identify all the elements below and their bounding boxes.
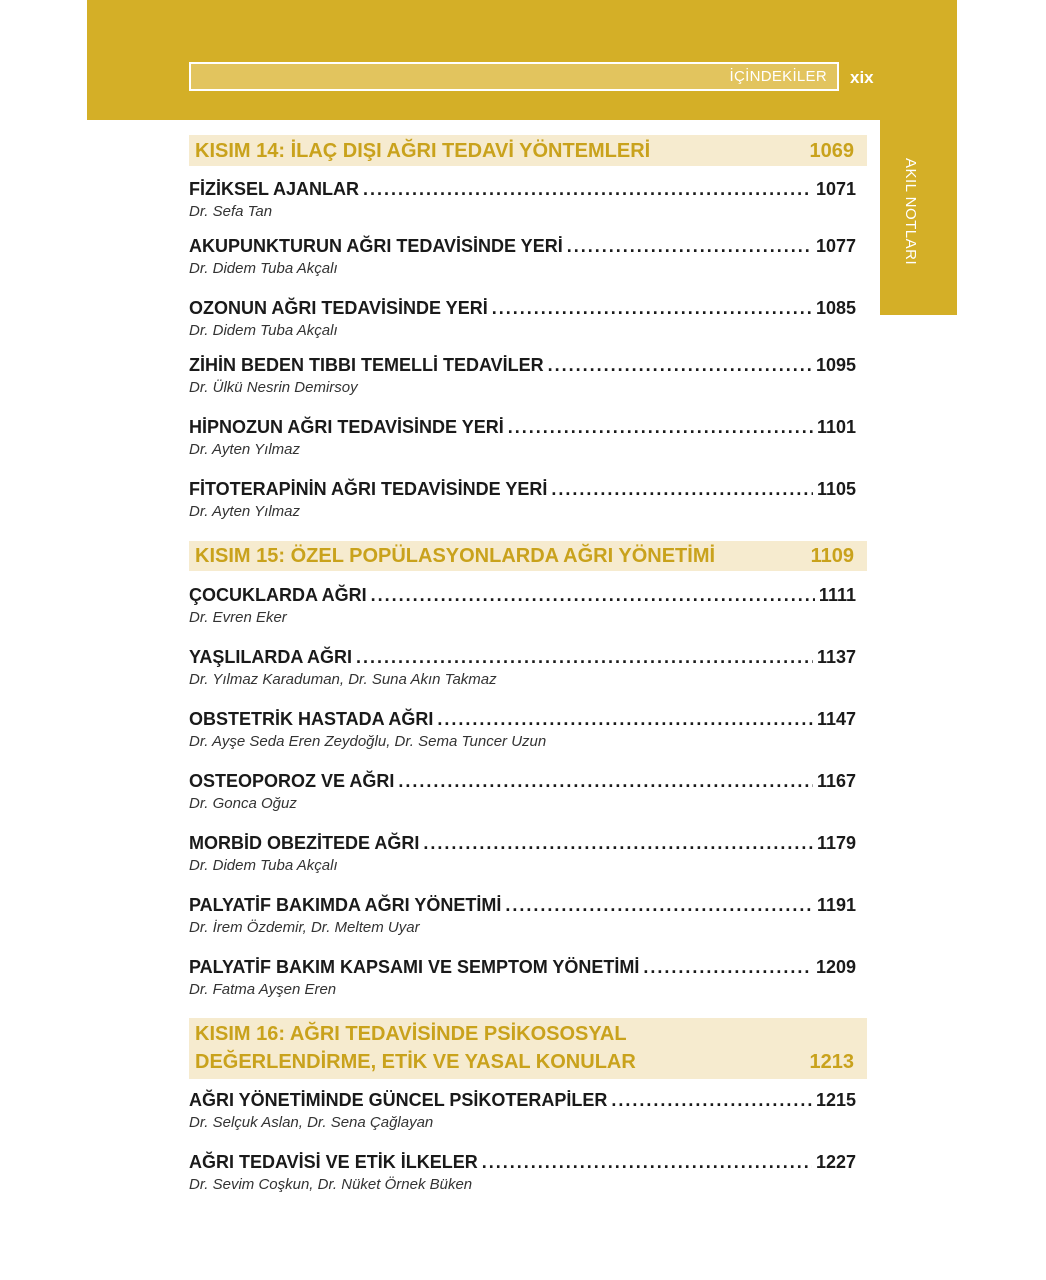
chapter-author: Dr. Didem Tuba Akçalı (189, 857, 338, 874)
chapter-title[interactable]: FİTOTERAPİNİN AĞRI TEDAVİSİNDE YERİ (189, 479, 548, 499)
toc-entry-line (189, 1089, 856, 1111)
section-page-number: 1213 (809, 1051, 854, 1073)
header-title: İÇİNDEKİLER (729, 68, 827, 85)
toc-entry[interactable] (189, 297, 856, 339)
toc-entry[interactable] (189, 584, 856, 626)
chapter-author: Dr. Selçuk Aslan, Dr. Sena Çağlayan (189, 1114, 434, 1131)
section-header (189, 541, 867, 571)
toc-entry[interactable] (189, 832, 856, 874)
toc-entry[interactable] (189, 478, 856, 520)
toc-entry-line (189, 235, 856, 257)
section-page-number: 1109 (810, 545, 854, 567)
toc-entry[interactable] (189, 956, 856, 998)
chapter-author: Dr. Fatma Ayşen Eren (189, 981, 337, 998)
section-page-number: 1069 (809, 140, 854, 162)
toc-entry[interactable] (189, 646, 856, 688)
side-tab-label: AKIL NOTLARI (902, 158, 919, 266)
dot-leader (398, 770, 813, 792)
section-title-line: KISIM 14: İLAÇ DIŞI AĞRI TEDAVİ YÖNTEMLERİ (195, 140, 651, 162)
dot-leader (611, 1089, 812, 1111)
side-tab (880, 120, 957, 315)
chapter-page-number: 1137 (816, 647, 856, 667)
chapter-title[interactable]: OSTEOPOROZ VE AĞRI (189, 771, 395, 791)
page-number: xix (850, 68, 874, 87)
toc-entry-line (189, 894, 856, 916)
chapter-author: Dr. Evren Eker (189, 609, 287, 626)
chapter-page-number: 1095 (815, 355, 856, 375)
toc-entry[interactable] (189, 1151, 856, 1193)
section-title-line: KISIM 15: ÖZEL POPÜLASYONLARDA AĞRI YÖNETİMİ (195, 545, 716, 567)
chapter-page-number: 1111 (818, 585, 856, 605)
chapter-author: Dr. Ayten Yılmaz (189, 503, 301, 520)
toc-entry[interactable] (189, 1089, 856, 1131)
chapter-page-number: 1085 (815, 298, 856, 318)
header-title-box (189, 62, 839, 91)
toc-entry-line (189, 956, 856, 978)
chapter-page-number: 1215 (815, 1090, 856, 1110)
section-header (189, 1018, 867, 1079)
chapter-title[interactable]: AĞRI TEDAVİSİ VE ETİK İLKELER (189, 1152, 478, 1172)
chapter-page-number: 1077 (815, 236, 856, 256)
section-title (195, 542, 715, 570)
dot-leader (492, 297, 812, 319)
chapter-title[interactable]: PALYATİF BAKIM KAPSAMI VE SEMPTOM YÖNETİMİ (189, 957, 640, 977)
toc-entry[interactable] (189, 416, 856, 458)
chapter-page-number: 1101 (816, 417, 856, 437)
toc-entry-line (189, 178, 856, 200)
chapter-author: Dr. Ülkü Nesrin Demirsoy (189, 379, 358, 396)
chapter-page-number: 1167 (816, 771, 856, 791)
toc-entry-line (189, 1151, 856, 1173)
chapter-title[interactable]: PALYATİF BAKIMDA AĞRI YÖNETİMİ (189, 895, 502, 915)
chapter-title[interactable]: ZİHİN BEDEN TIBBI TEMELLİ TEDAVİLER (189, 355, 544, 375)
toc-entry[interactable] (189, 770, 856, 812)
chapter-title[interactable]: MORBİD OBEZİTEDE AĞRI (189, 833, 420, 853)
chapter-author: Dr. Ayten Yılmaz (189, 441, 301, 458)
chapter-author: Dr. İrem Özdemir, Dr. Meltem Uyar (189, 919, 420, 936)
chapter-title[interactable]: AĞRI YÖNETİMİNDE GÜNCEL PSİKOTERAPİLER (189, 1090, 608, 1110)
dot-leader (423, 832, 813, 854)
section-title (195, 137, 650, 165)
dot-leader (567, 235, 812, 257)
toc-entry[interactable] (189, 235, 856, 277)
toc-entry-line (189, 478, 856, 500)
toc-entry-line (189, 297, 856, 319)
section-title (195, 1020, 636, 1076)
chapter-author: Dr. Sefa Tan (189, 203, 273, 220)
chapter-title[interactable]: HİPNOZUN AĞRI TEDAVİSİNDE YERİ (189, 417, 504, 437)
dot-leader (548, 354, 812, 376)
dot-leader (505, 894, 813, 916)
chapter-page-number: 1209 (815, 957, 856, 977)
toc-entry-line (189, 708, 856, 730)
chapter-title[interactable]: OZONUN AĞRI TEDAVİSİNDE YERİ (189, 298, 488, 318)
toc-entry[interactable] (189, 354, 856, 396)
section-title-line: DEĞERLENDİRME, ETİK VE YASAL KONULAR (195, 1051, 636, 1073)
toc-entry[interactable] (189, 708, 856, 750)
chapter-page-number: 1147 (816, 709, 856, 729)
toc-entry[interactable] (189, 894, 856, 936)
chapter-title[interactable]: YAŞLILARDA AĞRI (189, 647, 353, 667)
dot-leader (437, 708, 813, 730)
dot-leader (643, 956, 812, 978)
dot-leader (482, 1151, 812, 1173)
dot-leader (551, 478, 813, 500)
toc-entry-line (189, 770, 856, 792)
chapter-page-number: 1071 (815, 179, 856, 199)
chapter-page-number: 1191 (816, 895, 856, 915)
toc-entry-line (189, 416, 856, 438)
chapter-page-number: 1179 (816, 833, 856, 853)
chapter-author: Dr. Didem Tuba Akçalı (189, 322, 338, 339)
chapter-author: Dr. Sevim Coşkun, Dr. Nüket Örnek Büken (189, 1176, 473, 1193)
toc-entry[interactable] (189, 178, 856, 220)
dot-leader (371, 584, 815, 606)
chapter-page-number: 1227 (815, 1152, 856, 1172)
chapter-author: Dr. Didem Tuba Akçalı (189, 260, 338, 277)
chapter-author: Dr. Ayşe Seda Eren Zeydoğlu, Dr. Sema Tuncer Uzun (189, 733, 547, 750)
dot-leader (363, 178, 812, 200)
chapter-title[interactable]: ÇOCUKLARDA AĞRI (189, 585, 367, 605)
chapter-author: Dr. Gonca Oğuz (189, 795, 297, 812)
toc-entry-line (189, 646, 856, 668)
chapter-page-number: 1105 (816, 479, 856, 499)
toc-entry-line (189, 354, 856, 376)
dot-leader (356, 646, 813, 668)
chapter-author: Dr. Yılmaz Karaduman, Dr. Suna Akın Takmaz (189, 671, 497, 688)
section-header (189, 135, 867, 166)
dot-leader (508, 416, 813, 438)
chapter-title[interactable]: FİZİKSEL AJANLAR (189, 179, 360, 199)
chapter-title[interactable]: OBSTETRİK HASTADA AĞRI (189, 709, 434, 729)
toc-entry-line (189, 832, 856, 854)
header-band (87, 0, 957, 120)
section-title-line: KISIM 16: AĞRI TEDAVİSİNDE PSİKOSOSYAL (195, 1023, 627, 1045)
toc-entry-line (189, 584, 856, 606)
chapter-title[interactable]: AKUPUNKTURUN AĞRI TEDAVİSİNDE YERİ (189, 236, 563, 256)
